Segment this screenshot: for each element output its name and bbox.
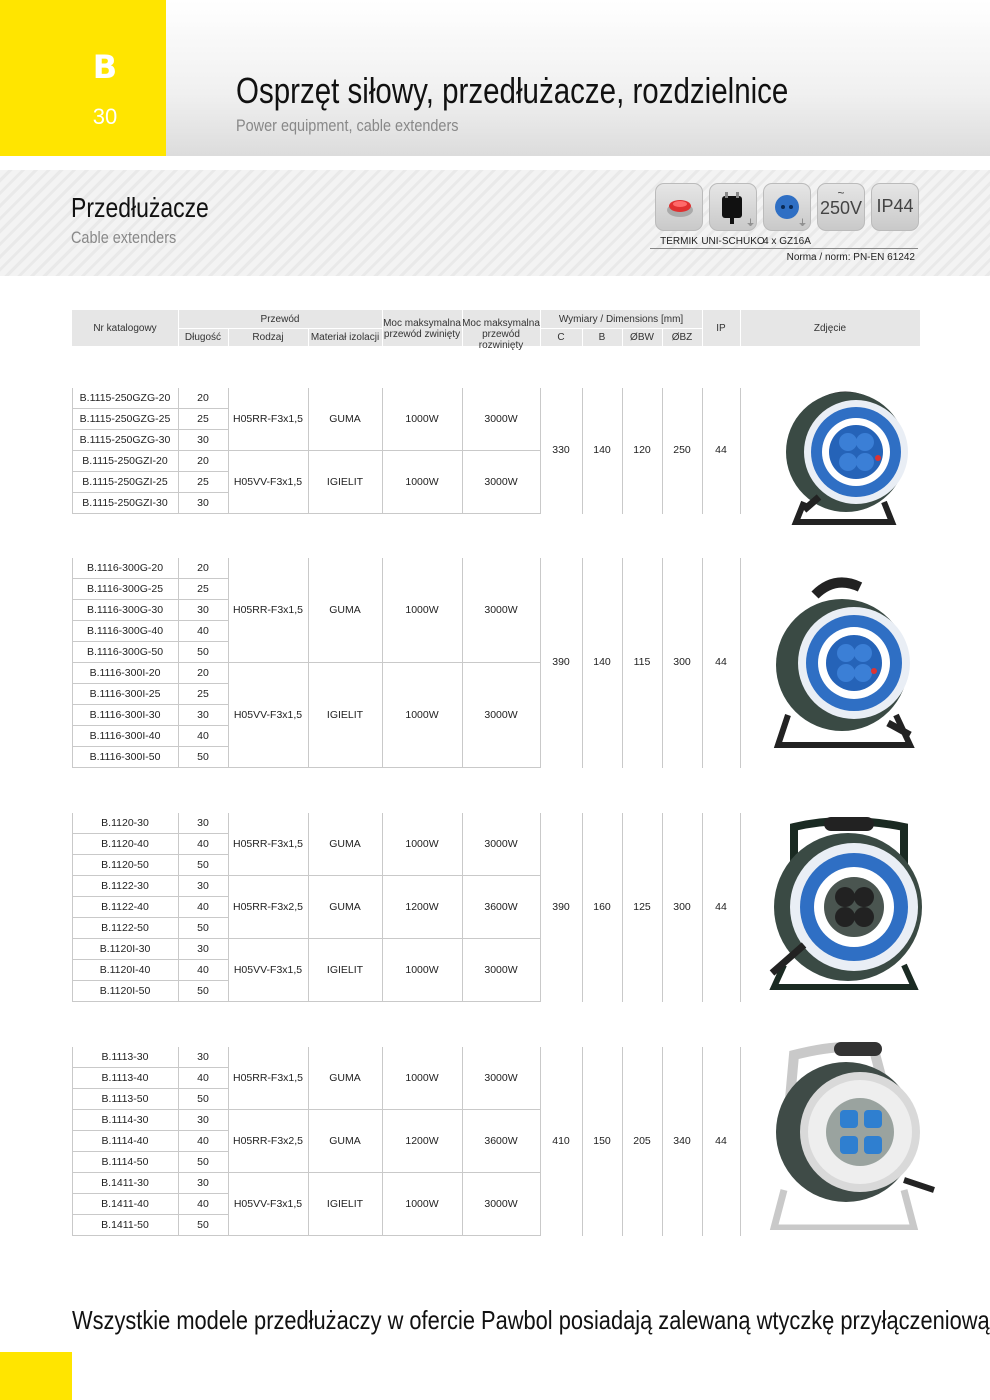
cable-length: 50 <box>197 646 209 658</box>
feature-label-socket: 4 x GZ16A <box>763 236 811 247</box>
cable-length: 25 <box>197 688 209 700</box>
insulation-material: IGIELIT <box>326 1197 364 1210</box>
power-rolled: 1000W <box>405 1071 439 1084</box>
th-length: Długość <box>184 332 222 343</box>
cable-length: 50 <box>197 751 209 763</box>
grid-vline <box>308 388 309 514</box>
cable-length: 40 <box>197 730 209 742</box>
catalog-number: B.1116-300G-40 <box>86 625 164 637</box>
power-rolled: 1000W <box>405 837 439 850</box>
power-rolled: 1200W <box>405 1134 439 1147</box>
catalog-number: B.1122-30 <box>101 880 149 892</box>
table-row <box>72 472 228 493</box>
grid-vline <box>462 388 463 514</box>
catalog-number: B.1115-250GZI-25 <box>82 476 168 488</box>
grid-vline <box>382 388 383 514</box>
table-row <box>72 558 228 579</box>
power-unrolled: 3000W <box>484 412 518 425</box>
cable-type: H05VV-F3x1,5 <box>233 708 303 721</box>
voltage-text: 250V <box>819 198 863 218</box>
catalog-number: B.1411-30 <box>101 1177 149 1189</box>
cable-length: 30 <box>197 434 209 446</box>
cable-length: 30 <box>197 943 209 955</box>
grid-vline <box>228 558 229 768</box>
grid-vline <box>228 388 229 514</box>
table-row <box>72 1047 228 1068</box>
cable-length: 20 <box>197 562 209 574</box>
table-row <box>72 579 228 600</box>
table-row <box>72 1152 228 1173</box>
ip-rating: 44 <box>715 444 727 456</box>
table-row <box>72 876 228 897</box>
norm-divider <box>650 248 918 249</box>
grid-vline <box>740 388 741 514</box>
corner-accent <box>0 1352 72 1400</box>
table-row <box>72 897 228 918</box>
th-dim-b: B <box>598 332 606 343</box>
span-divider <box>228 1001 540 1002</box>
ip-text: IP44 <box>876 196 914 216</box>
cable-type: H05VV-F3x1,5 <box>233 1197 303 1210</box>
th-cable: Przewód <box>260 314 300 325</box>
section-title: Przedłużacze <box>71 192 209 223</box>
cable-length: 20 <box>197 667 209 679</box>
insulation-material: GUMA <box>329 603 361 616</box>
dim-obz: 300 <box>673 900 691 913</box>
insulation-material: IGIELIT <box>326 708 364 721</box>
catalog-number: B.1113-40 <box>101 1072 149 1084</box>
th-dimensions: Wymiary / Dimensions [mm] <box>558 314 684 325</box>
table-row <box>72 663 228 684</box>
catalog-number: B.1116-300I-50 <box>89 751 161 763</box>
grid-vline <box>740 1047 741 1236</box>
cable-reel-photo-4 <box>764 1040 939 1230</box>
grid-vline <box>462 558 463 768</box>
grid-vline <box>740 813 741 1002</box>
cable-type: H05RR-F3x2,5 <box>232 1134 304 1147</box>
catalog-number: B.1120I-50 <box>99 985 151 997</box>
power-rolled: 1000W <box>405 1197 439 1210</box>
cable-reel-photo-1 <box>774 382 924 532</box>
th-catalog: Nr katalogowy <box>93 323 157 334</box>
dim-obw: 115 <box>633 656 651 668</box>
table-row <box>72 600 228 621</box>
table-row <box>72 726 228 747</box>
cable-length: 40 <box>197 1135 209 1147</box>
catalog-number: B.1116-300G-20 <box>86 562 164 574</box>
voltage-badge <box>817 183 865 231</box>
catalog-number: B.1120-50 <box>101 859 149 871</box>
table-row <box>72 705 228 726</box>
table-row <box>72 1215 228 1236</box>
table-row <box>72 1110 228 1131</box>
catalog-number: B.1116-300G-25 <box>86 583 164 595</box>
power-rolled: 1000W <box>405 708 439 721</box>
cable-length: 30 <box>197 497 209 509</box>
page-title: Osprzęt siłowy, przedłużacze, rozdzielnice <box>236 70 789 111</box>
power-rolled: 1000W <box>405 412 439 425</box>
dim-obz: 300 <box>673 656 691 668</box>
catalog-number: B.1120-30 <box>101 817 149 829</box>
grid-vline <box>308 558 309 768</box>
power-unrolled: 3000W <box>484 603 518 616</box>
catalog-number: B.1116-300I-40 <box>89 730 161 742</box>
power-unrolled: 3600W <box>484 900 518 913</box>
span-divider <box>228 1235 540 1236</box>
catalog-number: B.1411-50 <box>101 1219 149 1231</box>
th-power-rolled-1: Moc maksymalna <box>383 318 461 329</box>
svg-text:⏚: ⏚ <box>746 218 756 228</box>
catalog-number: B.1115-250GZI-30 <box>82 497 168 509</box>
catalog-number: B.1114-40 <box>101 1135 149 1147</box>
th-photo: Zdjęcie <box>813 323 847 334</box>
catalog-number: B.1116-300I-25 <box>89 688 161 700</box>
th-dim-obw: ØBW <box>630 332 654 343</box>
cable-length: 40 <box>197 838 209 850</box>
th-type: Rodzaj <box>252 332 284 343</box>
catalog-number: B.1120I-40 <box>99 964 151 976</box>
norm-text: Norma / norm: PN-EN 61242 <box>786 252 915 263</box>
catalog-number: B.1115-250GZG-20 <box>79 392 171 404</box>
dim-obw: 205 <box>633 1134 651 1147</box>
insulation-material: IGIELIT <box>326 475 364 488</box>
span-divider <box>228 938 540 939</box>
power-rolled: 1000W <box>405 963 439 976</box>
cable-length: 40 <box>197 625 209 637</box>
insulation-material: GUMA <box>329 412 361 425</box>
table-row <box>72 430 228 451</box>
dim-c: 410 <box>552 1134 570 1147</box>
cable-length: 50 <box>197 1219 209 1231</box>
dim-obw: 120 <box>633 444 651 456</box>
grid-vline <box>740 558 741 768</box>
ip-rating: 44 <box>715 900 727 913</box>
svg-text:⏚: ⏚ <box>798 218 808 228</box>
catalog-number: B.1116-300I-20 <box>89 667 161 679</box>
span-divider <box>228 450 540 451</box>
cable-length: 25 <box>197 476 209 488</box>
cable-length: 30 <box>197 880 209 892</box>
power-unrolled: 3000W <box>484 475 518 488</box>
insulation-material: IGIELIT <box>326 963 364 976</box>
catalog-number: B.1115-250GZG-30 <box>79 434 171 446</box>
cable-type: H05RR-F3x1,5 <box>232 412 304 425</box>
product-group-1113 <box>72 1047 740 1236</box>
power-rolled: 1000W <box>405 603 439 616</box>
feature-label-termik: TERMIK <box>660 236 698 247</box>
cable-length: 30 <box>197 817 209 829</box>
cable-reel-photo-3 <box>764 815 934 990</box>
catalog-number: B.1116-300G-50 <box>86 646 164 658</box>
dim-c: 330 <box>552 444 570 456</box>
catalog-number: B.1116-300I-30 <box>89 709 161 721</box>
catalog-number: B.1116-300G-30 <box>86 604 164 616</box>
table-row <box>72 621 228 642</box>
dim-c: 390 <box>552 900 570 913</box>
thermal-switch-icon <box>655 183 703 231</box>
footer-note: Wszystkie modele przedłużaczy w ofercie Pawbol posiadają zalewaną wtyczkę przyłączeniową <box>72 1305 990 1335</box>
insulation-material: GUMA <box>329 1134 361 1147</box>
span-divider <box>228 513 540 514</box>
dim-c: 390 <box>552 656 570 668</box>
cable-length: 25 <box>197 583 209 595</box>
catalog-number: B.1113-50 <box>101 1093 149 1105</box>
table-row <box>72 1131 228 1152</box>
ac-tilde: ~ <box>837 186 845 200</box>
power-unrolled: 3600W <box>484 1134 518 1147</box>
dim-obz: 250 <box>673 444 691 456</box>
th-power-unrolled-1: Moc maksymalna <box>462 318 540 329</box>
ip-rating: 44 <box>715 1134 727 1147</box>
table-row <box>72 451 228 472</box>
cable-length: 50 <box>197 859 209 871</box>
ip-rating: 44 <box>715 656 727 668</box>
insulation-material: GUMA <box>329 900 361 913</box>
catalog-number: B.1113-30 <box>101 1051 149 1063</box>
cable-type: H05RR-F3x1,5 <box>232 603 304 616</box>
cable-length: 50 <box>197 922 209 934</box>
table-row <box>72 388 228 409</box>
table-row <box>72 747 228 768</box>
cable-length: 40 <box>197 1072 209 1084</box>
th-dim-c: C <box>557 332 565 343</box>
plug-icon <box>709 183 757 231</box>
section-subtitle: Cable extenders <box>71 228 177 247</box>
dim-b: 150 <box>593 1134 611 1147</box>
th-ip: IP <box>716 323 726 334</box>
cable-type: H05RR-F3x2,5 <box>232 900 304 913</box>
table-row <box>72 939 228 960</box>
th-dim-obz: ØBZ <box>671 332 693 343</box>
cable-type: H05VV-F3x1,5 <box>233 963 303 976</box>
cable-length: 50 <box>197 1156 209 1168</box>
product-group-1116 <box>72 558 740 768</box>
cable-length: 30 <box>197 1051 209 1063</box>
page-number: 30 <box>92 104 118 129</box>
table-row <box>72 834 228 855</box>
table-row <box>72 813 228 834</box>
table-row <box>72 1173 228 1194</box>
power-rolled: 1000W <box>405 475 439 488</box>
dim-b: 160 <box>593 900 611 913</box>
cable-length: 25 <box>197 413 209 425</box>
catalog-number: B.1122-50 <box>101 922 149 934</box>
table-row <box>72 918 228 939</box>
ip-badge <box>871 183 919 231</box>
span-divider <box>228 875 540 876</box>
th-power-rolled-2: przewód zwinięty <box>383 329 461 340</box>
catalog-number: B.1411-40 <box>101 1198 149 1210</box>
cable-type: H05RR-F3x1,5 <box>232 1071 304 1084</box>
table-row <box>72 684 228 705</box>
th-power-unrolled-2: przewód rozwinięty <box>478 329 524 351</box>
cable-length: 20 <box>197 455 209 467</box>
cable-length: 30 <box>197 1177 209 1189</box>
table-row <box>72 642 228 663</box>
cable-length: 40 <box>197 1198 209 1210</box>
cable-length: 40 <box>197 901 209 913</box>
table-row <box>72 409 228 430</box>
table-header <box>72 310 920 351</box>
cable-length: 50 <box>197 985 209 997</box>
product-group-1115 <box>72 388 740 514</box>
power-unrolled: 3000W <box>484 1197 518 1210</box>
cable-type: H05VV-F3x1,5 <box>233 475 303 488</box>
section-letter: B <box>92 48 118 86</box>
insulation-material: GUMA <box>329 1071 361 1084</box>
power-unrolled: 3000W <box>484 708 518 721</box>
cable-length: 30 <box>197 1114 209 1126</box>
cable-reel-photo-2 <box>770 575 925 750</box>
th-insulation: Materiał izolacji <box>310 332 380 343</box>
table-row <box>72 1068 228 1089</box>
span-divider <box>228 1172 540 1173</box>
catalog-number: B.1120I-30 <box>99 943 151 955</box>
power-unrolled: 3000W <box>484 1071 518 1084</box>
table-row <box>72 1089 228 1110</box>
catalog-number: B.1115-250GZI-20 <box>82 455 168 467</box>
table-row <box>72 1194 228 1215</box>
cable-length: 50 <box>197 1093 209 1105</box>
cable-length: 40 <box>197 964 209 976</box>
insulation-material: GUMA <box>329 837 361 850</box>
catalog-number: B.1114-30 <box>101 1114 149 1126</box>
dim-b: 140 <box>593 656 611 668</box>
span-divider <box>228 1109 540 1110</box>
table-row <box>72 493 228 514</box>
dim-obz: 340 <box>673 1134 691 1147</box>
cable-type: H05RR-F3x1,5 <box>232 837 304 850</box>
power-unrolled: 3000W <box>484 963 518 976</box>
product-group-1120 <box>72 813 740 1002</box>
catalog-number: B.1114-50 <box>101 1156 149 1168</box>
dim-b: 140 <box>593 444 611 456</box>
feature-label-schuko: UNI-SCHUKO <box>701 236 765 247</box>
power-unrolled: 3000W <box>484 837 518 850</box>
grid-vline <box>382 558 383 768</box>
catalog-number: B.1115-250GZG-25 <box>79 413 171 425</box>
cable-length: 20 <box>197 392 209 404</box>
catalog-number: B.1122-40 <box>101 901 149 913</box>
span-divider <box>228 767 540 768</box>
power-rolled: 1200W <box>405 900 439 913</box>
page-subtitle: Power equipment, cable extenders <box>236 116 459 135</box>
socket-icon <box>763 183 811 231</box>
cable-length: 30 <box>197 709 209 721</box>
span-divider <box>228 662 540 663</box>
dim-obw: 125 <box>633 900 651 913</box>
catalog-number: B.1120-40 <box>101 838 149 850</box>
table-row <box>72 960 228 981</box>
cable-length: 30 <box>197 604 209 616</box>
table-row <box>72 855 228 876</box>
table-row <box>72 981 228 1002</box>
